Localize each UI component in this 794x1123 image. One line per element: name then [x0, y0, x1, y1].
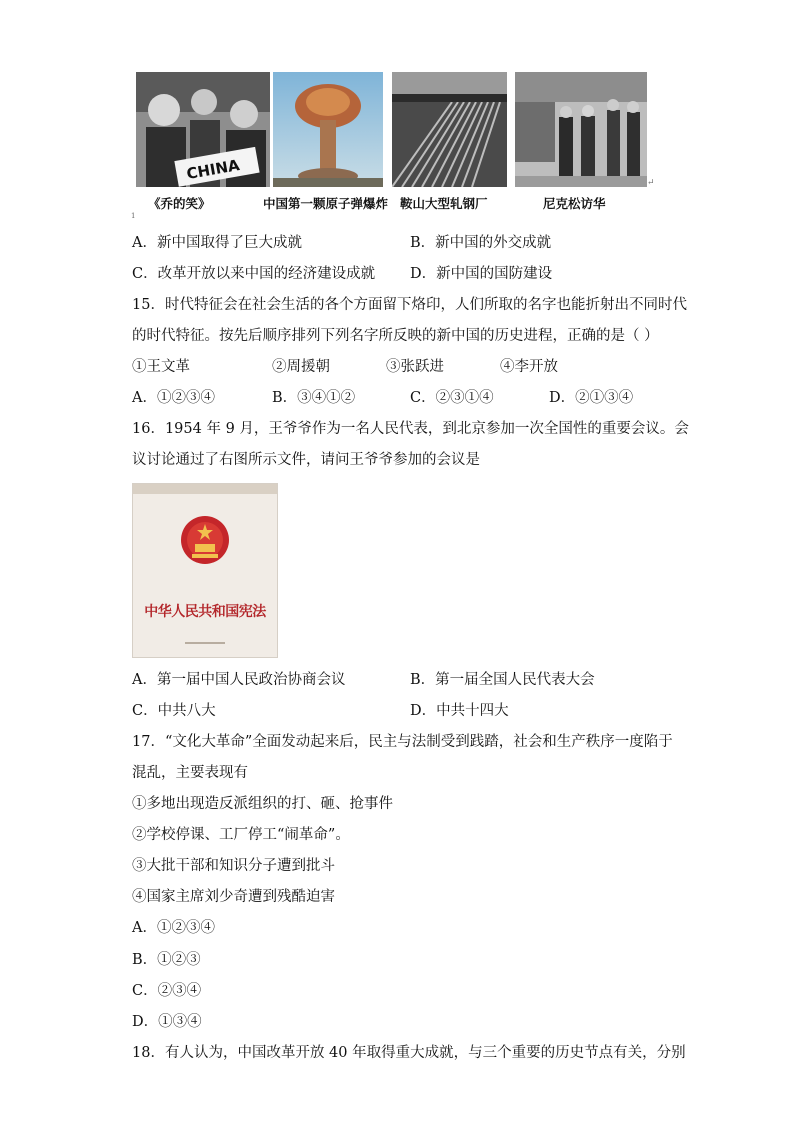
- q17-item-1: ①多地出现造反派组织的打、砸、抢事件: [132, 796, 393, 812]
- q17-option-d: D．①③④: [132, 1014, 202, 1030]
- caption-nixon-visit: 尼克松访华: [543, 196, 606, 211]
- q15-stem-line2: 的时代特征。按先后顺序排列下列名字所反映的新中国的历史进程，正确的是（ ）: [132, 328, 659, 344]
- caption-atomic-bomb: 中国第一颗原子弹爆炸: [263, 196, 389, 211]
- q14-option-c: C．改革开放以来中国的经济建设成就: [132, 266, 376, 282]
- cover-top-band: [133, 484, 277, 494]
- q18-stem-line1: 18．有人认为，中国改革开放 40 年取得重大成就，与三个重要的历史节点有关，分别: [132, 1045, 686, 1061]
- constitution-book-cover: [132, 483, 278, 658]
- q17-stem-line2: 混乱，主要表现有: [132, 765, 248, 781]
- q14-option-d: D．新中国的国防建设: [410, 266, 553, 282]
- q17-item-3: ③大批干部和知识分子遭到批斗: [132, 858, 335, 874]
- q15-item-4: ④李开放: [500, 359, 558, 375]
- q17-stem-line1: 17．“文化大革命”全面发动起来后，民主与法制受到践踏，社会和生产秩序一度陷于: [132, 734, 673, 750]
- china-nameplate: CHINA: [185, 156, 241, 184]
- q17-item-4: ④国家主席刘少奇遭到残酷迫害: [132, 889, 335, 905]
- q16-stem-line1: 16．1954 年 9 月，王爷爷作为一名人民代表，到北京参加一次全国性的重要会议。会: [132, 421, 689, 437]
- photo-qiao-laugh: [136, 72, 270, 187]
- q16-option-a: A．第一届中国人民政治协商会议: [132, 672, 346, 688]
- photo-nixon-visit: [515, 72, 647, 187]
- q15-option-d: D．②①③④: [549, 390, 634, 406]
- q14-option-a: A．新中国取得了巨大成就: [132, 235, 302, 251]
- q15-item-2: ②周援朝: [272, 359, 330, 375]
- return-mark: ↵: [647, 178, 655, 188]
- caption-qiao-laugh: 《乔的笑》: [148, 196, 211, 211]
- q15-option-a: A．①②③④: [132, 390, 215, 406]
- q17-option-a: A．①②③④: [132, 920, 215, 936]
- q17-item-2: ②学校停课、工厂停工“闹革命”。: [132, 827, 350, 843]
- caption-steel-mill: 鞍山大型轧钢厂: [400, 196, 488, 211]
- photo-steel-mill: [392, 72, 507, 187]
- national-emblem-icon: [179, 514, 231, 566]
- q15-option-b: B．③④①②: [272, 390, 356, 406]
- q15-option-c: C．②③①④: [410, 390, 494, 406]
- q16-option-b: B．第一届全国人民代表大会: [410, 672, 595, 688]
- q15-stem-line1: 15．时代特征会在社会生活的各个方面留下烙印，人们所取的名字也能折射出不同时代: [132, 297, 687, 313]
- cover-publisher-line: [185, 642, 225, 644]
- book-title: 中华人民共和国宪法: [144, 604, 266, 620]
- q16-stem-line2: 议讨论通过了右图所示文件，请问王爷爷参加的会议是: [132, 452, 480, 468]
- q17-option-b: B．①②③: [132, 952, 201, 968]
- stray-mark: 1: [131, 212, 136, 220]
- q16-option-c: C．中共八大: [132, 703, 216, 719]
- q15-item-3: ③张跃进: [386, 359, 444, 375]
- q17-option-c: C．②③④: [132, 983, 202, 999]
- photo-atomic-bomb: [273, 72, 383, 187]
- q15-item-1: ①王文革: [132, 359, 190, 375]
- q16-option-d: D．中共十四大: [410, 703, 509, 719]
- q14-option-b: B．新中国的外交成就: [410, 235, 552, 251]
